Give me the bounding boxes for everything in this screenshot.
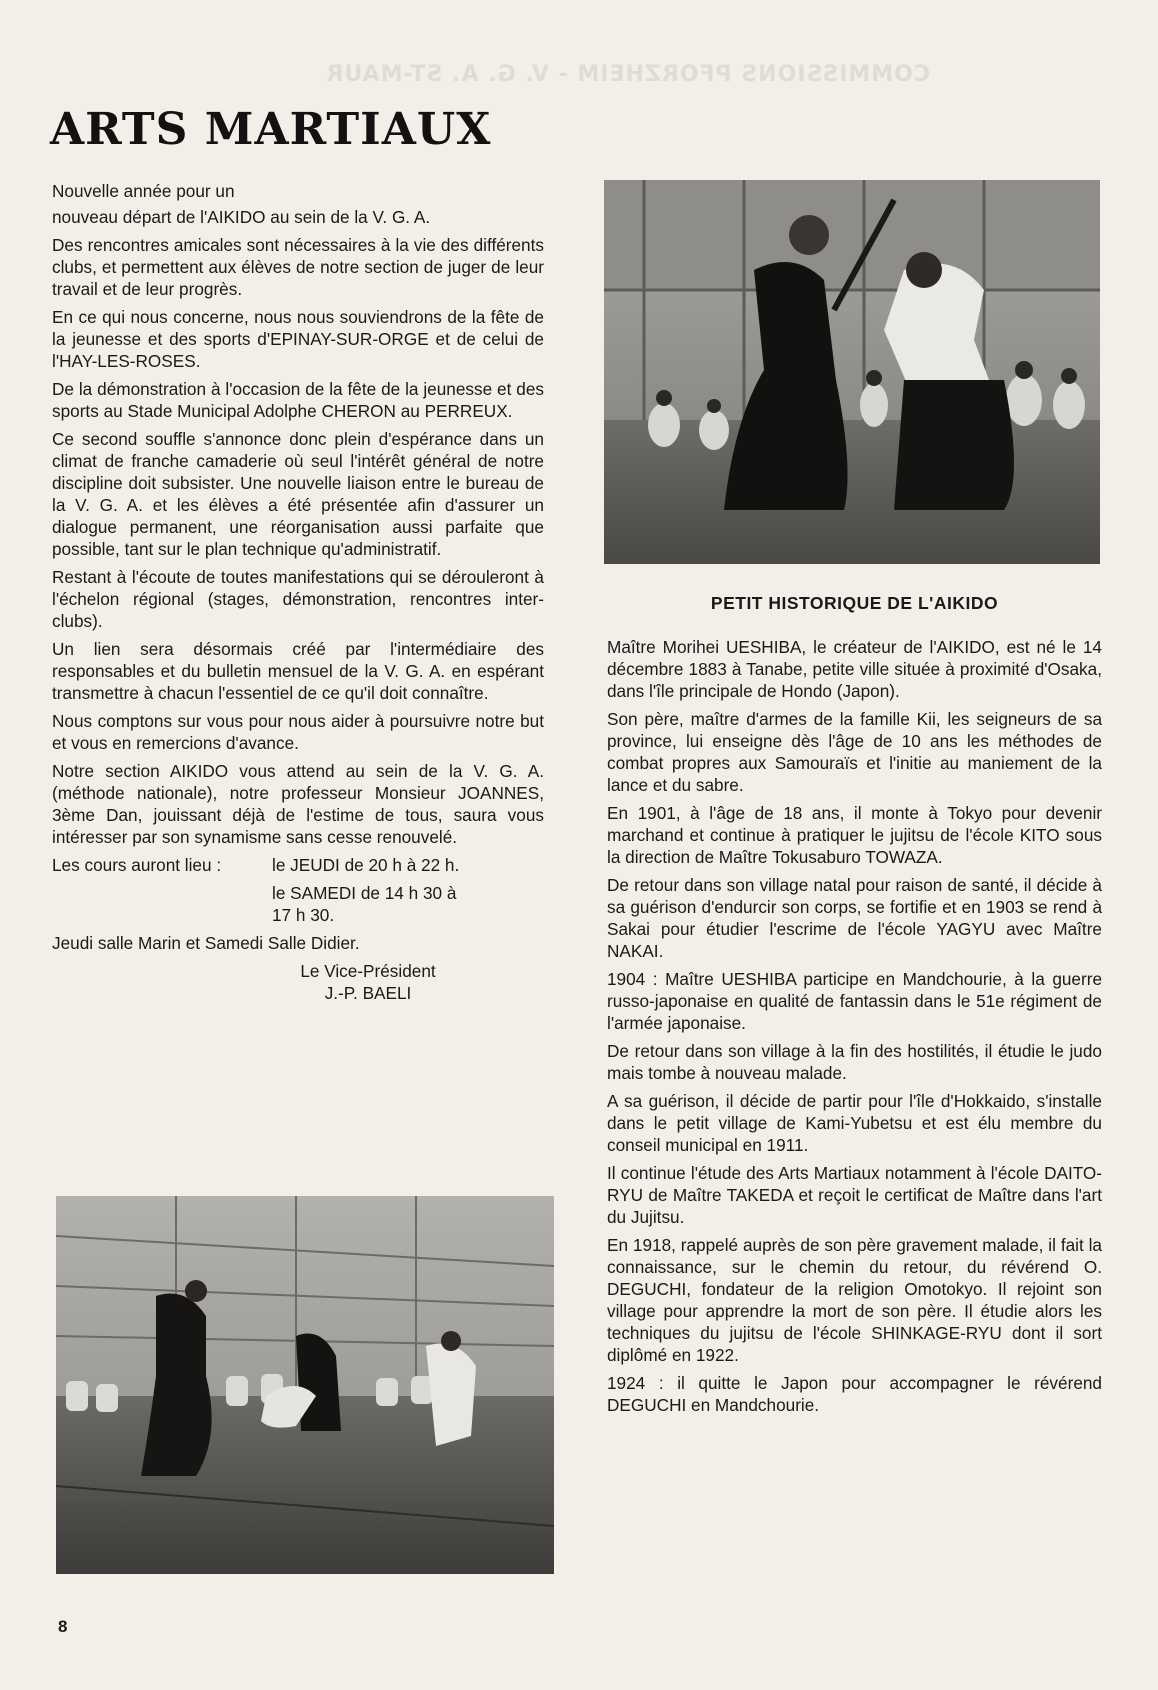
paragraph: De retour dans son village à la fin des hostilités, il étudie le judo mais tombe à nouveau malade.	[607, 1041, 1102, 1083]
page-title: ARTS MARTIAUX	[50, 104, 492, 155]
aikido-demonstration-photo	[56, 1196, 554, 1574]
bleed-through-text: COMMISSIONS PFORZHEIM - V. G. A. ST-MAUR	[325, 62, 930, 87]
paragraph: En ce qui nous concerne, nous nous souviendrons de la fête de la jeunesse et des sports d'EPINAY-SUR-ORGE et de celui de l'HAY-LES-ROSES.	[52, 307, 544, 371]
paragraph: De la démonstration à l'occasion de la fête de la jeunesse et des sports au Stade Municipal Adolphe CHERON au PERREUX.	[52, 379, 544, 421]
paragraph: Son père, maître d'armes de la famille Kii, les seigneurs de sa province, lui enseigne dès l'âge de 10 ans les méthodes de combat propres aux Samouraïs et l'initie au maniement de la lance et du sabre.	[607, 709, 1102, 795]
signature-role: Le Vice-Président	[300, 961, 436, 981]
paragraph: En 1918, rappelé auprès de son père gravement malade, il fait la connaissance, sur le chemin du retour, du révérend O. DEGUCHI, fondateur de la religion Omotokyo. Il rejoint son village pour apprendre la mort de son père. Il étudie alors les techniques du jujitsu de l'école SHINKAGE-RYU dont il sort diplômé en 1922.	[607, 1235, 1102, 1365]
right-column	[607, 592, 1102, 1422]
schedule-label: Les cours auront lieu :	[52, 855, 222, 875]
paragraph: Notre section AIKIDO vous attend au sein de la V. G. A. (méthode nationale), notre professeur Monsieur JOANNES, 3ème Dan, jouissant déjà de l'estime de tous, saura vous intéresser par son synamisme sans cesse renouvelé.	[52, 761, 544, 847]
intro-line-2: nouveau départ de l'AIKIDO au sein de la V. G. A.	[52, 207, 431, 227]
aikido-sword-photo-illustration	[604, 180, 1100, 564]
paragraph: Nous comptons sur vous pour nous aider à poursuivre notre but et vous en remercions d'avance.	[52, 711, 544, 753]
paragraph: Des rencontres amicales sont nécessaires à la vie des différents clubs, et permettent aux élèves de notre section de juger de leur travail et de leur progrès.	[52, 235, 544, 299]
paragraph: Restant à l'écoute de toutes manifestations qui se dérouleront à l'échelon régional (stages, démonstration, rencontres inter-clubs).	[52, 567, 544, 631]
paragraph: 1904 : Maître UESHIBA participe en Mandchourie, à la guerre russo-japonaise en qualité de fantassin dans le 51e régiment de l'armée japonaise.	[607, 969, 1102, 1033]
paragraph: 1924 : il quitte le Japon pour accompagner le révérend DEGUCHI en Mandchourie.	[607, 1373, 1102, 1415]
left-column	[52, 180, 544, 1004]
paragraph: En 1901, à l'âge de 18 ans, il monte à Tokyo pour devenir marchand et continue à pratiquer le jujitsu de l'école KITO sous la direction de Maître Tokusaburo TOWAZA.	[607, 803, 1102, 867]
schedule-line-2: le SAMEDI de 14 h 30 à	[272, 883, 457, 903]
paragraph: Maître Morihei UESHIBA, le créateur de l'AIKIDO, est né le 14 décembre 1883 à Tanabe, petite ville située à proximité d'Osaka, dans l'île principale de Hondo (Japon).	[607, 637, 1102, 701]
paragraph: Ce second souffle s'annonce donc plein d'espérance dans un climat de franche camaderie où seul l'intérêt général de notre discipline doit subsister. Une nouvelle liaison entre le bureau de la V. G. A. et les élèves a été présentée afin d'assurer un dialogue permanent, une réorganisation aussi parfaite que possible, tant sur le plan technique qu'administratif.	[52, 429, 544, 559]
venues: Jeudi salle Marin et Samedi Salle Didier.	[52, 933, 360, 953]
intro-line-1: Nouvelle année pour un	[52, 181, 235, 201]
signature-block	[52, 960, 544, 1004]
schedule-line-1: le JEUDI de 20 h à 22 h.	[272, 855, 460, 875]
paragraph: Il continue l'étude des Arts Martiaux notamment à l'école DAITO-RYU de Maître TAKEDA et reçoit le certificat de Maître dans l'art du Jujitsu.	[607, 1163, 1102, 1227]
aikido-sword-photo	[604, 180, 1100, 564]
paragraph: De retour dans son village natal pour raison de santé, il décide à sa guérison d'endurcir son corps, se fortifie et en 1903 se rend à Sakai pour étudier l'escrime de l'école YAGYU avec Maître NAKAI.	[607, 875, 1102, 961]
schedule-line-3: 17 h 30.	[272, 905, 335, 925]
paragraph: A sa guérison, il décide de partir pour l'île d'Hokkaido, s'installe dans le petit village de Kami-Yubetsu et est élu membre du conseil municipal en 1911.	[607, 1091, 1102, 1155]
course-schedule	[52, 854, 544, 876]
signature-name: J.-P. BAELI	[324, 983, 412, 1003]
page-number: 8	[58, 1617, 68, 1636]
paragraph: Un lien sera désormais créé par l'intermédiaire des responsables et du bulletin mensuel de la V. G. A. en espérant transmettre à chacun l'essentiel de ce qu'il doit connaître.	[52, 639, 544, 703]
aikido-demonstration-photo-illustration	[56, 1196, 554, 1574]
history-heading: PETIT HISTORIQUE DE L'AIKIDO	[710, 593, 999, 613]
